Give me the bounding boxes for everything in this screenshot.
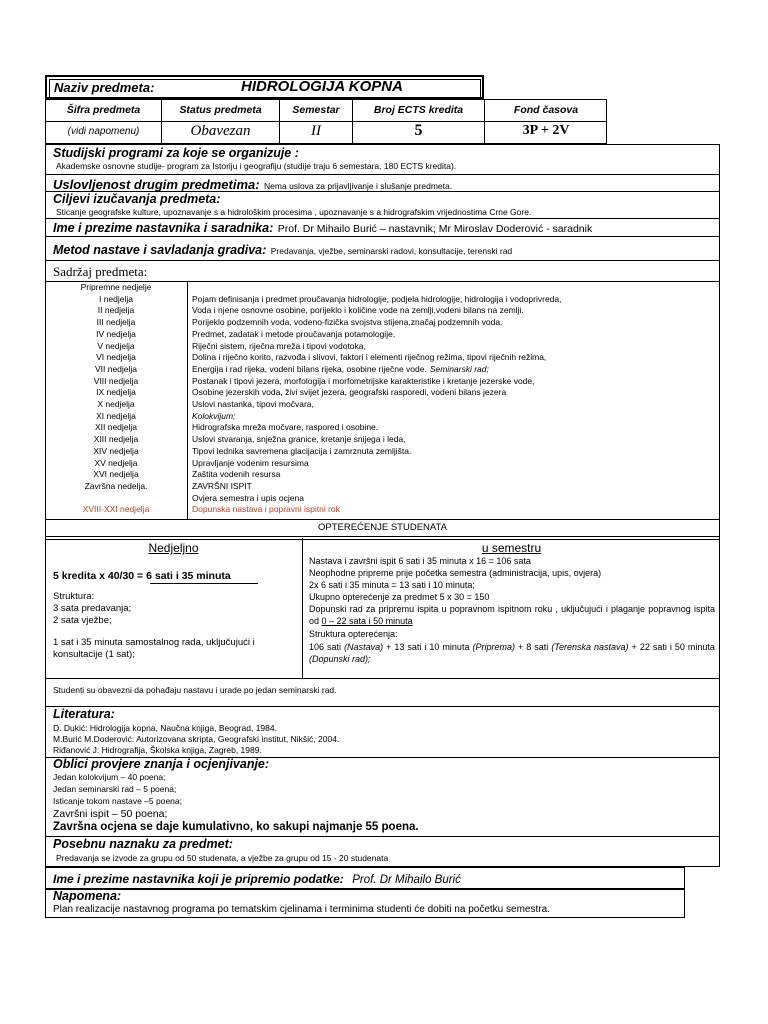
- week-label: XI nedjelja: [96, 410, 136, 421]
- pripremio-row: [53, 870, 461, 888]
- week-topic-text: Kolokvijum;: [192, 410, 236, 421]
- oblici-item-1: Jedan kolokvijum – 40 poena;: [53, 772, 166, 782]
- week-label: XII nedjelja: [94, 422, 138, 433]
- col-sifra-header: Šifra predmeta: [66, 104, 141, 116]
- studijski-label: Studijski programi za koje se organizuje :: [53, 146, 299, 160]
- nastava-label: (Nastava): [344, 642, 384, 652]
- week-topic-text: Voda i njene osnovne osobine, porijeklo i količine vode na zemlji,vodeni bilans na zemlji.: [192, 305, 524, 316]
- week-topic: [192, 399, 314, 411]
- week-label: Završna nedelja.: [84, 480, 148, 491]
- semestar-value: II: [311, 123, 321, 139]
- week-topic: [192, 458, 309, 470]
- semestar-r2: Neophodne pripreme prije početka semestra (administracija, upis, ovjera): [309, 568, 602, 578]
- dopunski-rad-hours: + 22 sati i 50 minuta: [631, 642, 715, 652]
- week-topic: [192, 317, 502, 329]
- struktura-label: Struktura:: [53, 591, 95, 602]
- literatura-label: Literatura:: [53, 707, 115, 721]
- fond-value: 3P + 2V: [522, 123, 570, 138]
- week-topic: [192, 422, 378, 434]
- col-fond-header: Fond časova: [513, 104, 579, 116]
- semestar-r6: Struktura opterećenja:: [309, 629, 398, 639]
- week-topic-text: Uslovi nastanka, tipovi močvara,: [192, 399, 314, 409]
- week-label: XV nedjelja: [94, 457, 138, 468]
- oblici-item-2: Jedan seminarski rad – 5 poena;: [53, 784, 177, 794]
- sifra-value: (vidi napomenu): [67, 126, 140, 137]
- oblici-item-3: Isticanje tokom nastave –5 poena;: [53, 796, 182, 806]
- week-topic-text: Predmet, zadatak i metode proučavanja potamologije,: [192, 328, 396, 339]
- priprema-hours: + 13 sati i 10 minuta: [386, 642, 470, 652]
- week-topic: [192, 434, 406, 446]
- week-topic-text: Pojam definisanja i predmet proučavanja hidrologije, podjela hidrologije, hidrologija i vodoprivreda,: [192, 293, 562, 304]
- week-topic: [192, 341, 366, 353]
- week-topic-text: Hidrografska mreža močvare, raspored i osobine.: [192, 422, 379, 433]
- week-topic-text: Dolina i riječno korito, razvođa i slivovi, faktori i elementi riječnog režima, tipovi riječnih režima,: [192, 352, 547, 363]
- ciljevi-text: Sticanje geografske kulture, upoznavanje s a hidrološkim procesima , upoznavanje s a hidrografskim vrijednostima Crne Gore.: [56, 207, 532, 217]
- nastavnik-text: Prof. Dr Mihailo Burić – nastavnik; Mr Miroslav Doderović - saradnik: [277, 223, 593, 235]
- metod-label: Metod nastave i savladanja gradiva:: [53, 243, 267, 257]
- nastavnik-label: Ime i prezime nastavnika i saradnika:: [53, 221, 274, 235]
- napomena-text: Plan realizacije nastavnog programa po tematskim cjelinama i terminima studenti će dobiti na početku semestra.: [53, 904, 550, 915]
- terenska-label: (Terenska nastava): [551, 642, 629, 652]
- ects-value: 5: [414, 122, 423, 139]
- week-topic-text: Zaštita vodenih resursa: [192, 469, 281, 480]
- week-topic: [192, 387, 506, 399]
- zavrsni-ispit: Završni ispit – 50 poena;: [53, 808, 168, 820]
- zavrsna-ocjena: Završna ocjena se daje kumulativno, ko sakupi najmanje 55 poena.: [53, 821, 419, 833]
- week-label: IX nedjelja: [96, 387, 136, 398]
- status-value: Obavezan: [190, 123, 251, 139]
- pripremio-label: Ime i prezime nastavnika koji je pripremio podatke:: [53, 872, 344, 886]
- napomena-label: Napomena:: [53, 889, 122, 903]
- samostalni-rad: 1 sat i 35 minuta samostalnog rada, uključujući i konsultacije (1 sat);: [53, 637, 255, 660]
- week-label: VI nedjelja: [96, 352, 136, 363]
- col-ects-header: Broj ECTS kredita: [373, 104, 464, 116]
- semestar-r1: Nastava i završni ispit 6 sati i 35 minuta x 16 = 106 sata: [309, 556, 531, 566]
- nastava-hours: 106 sati: [309, 642, 342, 652]
- opterecenje-divider: [302, 538, 303, 678]
- nedjeljno-head: Nedjeljno: [148, 541, 199, 555]
- week-label: I nedjelja: [98, 293, 134, 304]
- semestar-r7: [309, 641, 715, 665]
- week-topic: [192, 411, 235, 423]
- week-topic-text: Porijeklo podzemnih voda, vodeno-fizička svojstva stijena,značaj podzemnih voda.: [192, 317, 503, 328]
- week-topic: [192, 329, 395, 341]
- course-title: HIDROLOGIJA KOPNA: [241, 78, 403, 95]
- week-topic: [192, 352, 546, 364]
- week-topic-text: Dopunska nastava i popravni ispitni rok: [192, 504, 340, 515]
- week-topic-text: Upravljanje vodenim resursima: [192, 457, 309, 468]
- week-label: VIII nedjelja: [93, 375, 139, 386]
- dopunski-hours: 0 – 22 sata i 50 minuta: [321, 616, 413, 626]
- col-semestar-header: Semestar: [292, 104, 340, 116]
- week-topic: [192, 504, 340, 516]
- studenti-obaveza: Studenti su obavezni da pohađaju nastavu i urade po jedan seminarski rad.: [53, 685, 337, 695]
- week-label: XIII nedjelja: [93, 434, 139, 445]
- week-topic-text: Uslovi stvaranja, snježna granice, kretanje snijega i leda,: [192, 434, 406, 445]
- terenska-hours: + 8 sati: [518, 642, 549, 652]
- oblici-label: Oblici provjere znanja i ocjenjivanje:: [53, 757, 270, 771]
- metod-row: [53, 241, 512, 259]
- kredita-formula: 5 kredita x 40/30 = 6 sati i 35 minuta: [53, 570, 231, 582]
- sadrzaj-label: Sadržaj predmeta:: [53, 264, 148, 279]
- week-topic-text: Riječni sistem, riječna mreža i tipovi vodotoka,: [192, 340, 366, 351]
- opterecenje-double-line: [45, 536, 720, 540]
- opterecenje-title: OPTEREĆENJE STUDENATA: [318, 522, 447, 533]
- week-label: II nedjelja: [97, 305, 135, 316]
- vjezbe-hours: 2 sata vježbe;: [53, 615, 112, 626]
- week-label: VII nedjelja: [94, 363, 138, 374]
- kredita-underline: [150, 583, 258, 584]
- uslovljenost-label: Uslovljenost drugim predmetima:: [53, 177, 260, 192]
- week-topic: [192, 446, 411, 458]
- uslovljenost-text: Nema uslova za prijavljivanje i slušanje predmeta.: [264, 181, 453, 191]
- naziv-label: Naziv predmeta:: [54, 80, 155, 95]
- priprema-label: (Priprema): [472, 642, 515, 652]
- week-topic-text: Osobine jezerskih voda, živi svijet jezera, geografski rasporedi, vodeni bilans jezera: [192, 387, 507, 398]
- week-label: X nedjelja: [97, 399, 135, 409]
- weeks-divider: [187, 281, 188, 519]
- week-topic: [192, 376, 535, 388]
- week-topic-text: Tipovi lednika savremena glacijacija i zamrznuta zemljišta.: [192, 445, 412, 456]
- semestar-r3: 2x 6 sati i 35 minuta = 13 sati i 10 minuta;: [309, 580, 475, 590]
- week-topic-text: Energija i rad rijeka, vodeni bilans rijeka, osobine riječne vode.: [192, 363, 427, 374]
- week-topic: [192, 294, 562, 306]
- week-label: Pripremne nedjelje: [80, 282, 152, 292]
- semestar-head: u semestru: [481, 541, 542, 555]
- literatura-item-3: Riđanović J: Hidrografija, Školska knjiga, Zagreb, 1989.: [53, 745, 262, 755]
- nastavnik-row: [53, 219, 592, 237]
- week-label: XVI nedjelja: [93, 469, 139, 480]
- week-topic-text: Postanak i tipovi jezera, morfologija i morfometrijske karakteristike i kretanje jezerske vode,: [192, 375, 535, 386]
- week-topic: [192, 305, 524, 317]
- ciljevi-label: Ciljevi izučavanja predmeta:: [53, 192, 221, 206]
- week-label: V nedjelja: [97, 340, 135, 351]
- week-topic: [192, 364, 489, 376]
- week-label: IV nedjelja: [96, 328, 136, 339]
- week-topic-text: Ovjera semestra i upis ocjena: [192, 492, 304, 503]
- week-topic: [192, 469, 280, 481]
- week-label: III nedjelja: [96, 317, 136, 328]
- pripremio-value: Prof. Dr Mihailo Burić: [352, 874, 461, 886]
- literatura-item-1: D. Dukić: Hidrologija kopna, Naučna knjiga, Beograd, 1984.: [53, 723, 277, 733]
- posebnu-text: Predavanja se izvode za grupu od 50 studenata, a vježbe za grupu od 15 - 20 studenata: [56, 853, 389, 863]
- posebnu-label: Posebnu naznaku za predmet:: [53, 837, 233, 851]
- week-topic-extra: Seminarski rad;: [429, 363, 489, 374]
- dopunski-rad-label: (Dopunski rad);: [309, 654, 371, 664]
- week-topic: [192, 493, 304, 505]
- week-topic: [192, 481, 252, 493]
- semestar-r4: Ukupno opterećenje za predmet 5 x 30 = 150: [309, 592, 490, 602]
- literatura-item-2: M.Burić M.Doderović: Autorizovana skripta, Geografski institut, Nikšić, 2004.: [53, 734, 340, 744]
- metod-text: Predavanja, vježbe, seminarski radovi, konsultacije, terenski rad: [270, 246, 513, 256]
- predavanja-hours: 3 sata predavanja;: [53, 603, 132, 614]
- week-topic-text: ZAVRŠNI ISPIT: [192, 480, 252, 491]
- dopunski-text: Dopunski rad za pripremu ispita u popravnom ispitnom roku , uključujući i plaganje popravnog ispita od: [309, 604, 715, 626]
- studijski-text: Akademske osnovne studije- program za Istoriju i geografiju (studije traju 6 semestara, 180 ECTS kredita).: [56, 161, 457, 171]
- semestar-r5: [309, 603, 715, 627]
- col-status-header: Status predmeta: [179, 104, 262, 116]
- week-label: XIV nedjelja: [93, 445, 139, 456]
- week-label: XVIII-XXI nedjelja: [82, 504, 150, 515]
